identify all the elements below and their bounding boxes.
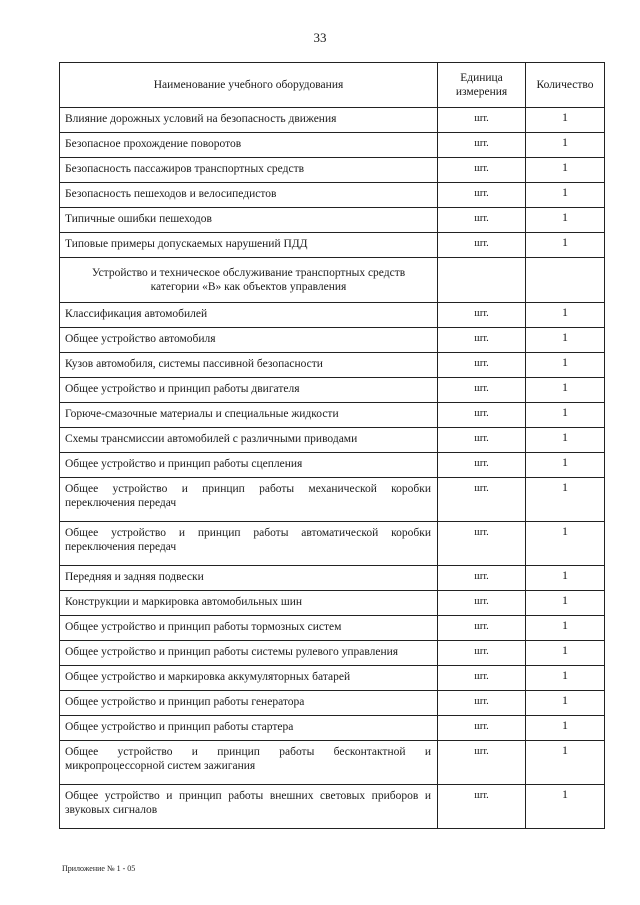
header-qty: Количество — [526, 63, 605, 108]
unit-cell: шт. — [438, 478, 526, 522]
table-row — [60, 403, 605, 428]
equipment-name-cell: Горюче-смазочные материалы и специальные жидкости — [60, 403, 438, 428]
quantity-cell: 1 — [526, 403, 605, 428]
table-row — [60, 741, 605, 785]
unit-cell: шт. — [438, 591, 526, 616]
quantity-cell: 1 — [526, 428, 605, 453]
quantity-cell: 1 — [526, 785, 605, 829]
unit-cell: шт. — [438, 233, 526, 258]
table-row — [60, 378, 605, 403]
equipment-name-cell: Влияние дорожных условий на безопасность движения — [60, 108, 438, 133]
unit-cell: шт. — [438, 378, 526, 403]
unit-cell: шт. — [438, 108, 526, 133]
equipment-table-container — [59, 62, 604, 829]
equipment-name-cell: Общее устройство и принцип работы сцепления — [60, 453, 438, 478]
table-row — [60, 158, 605, 183]
quantity-cell: 1 — [526, 233, 605, 258]
table-row — [60, 591, 605, 616]
table-body-bottom — [60, 303, 605, 829]
table-row — [60, 785, 605, 829]
equipment-name-cell: Безопасность пассажиров транспортных средств — [60, 158, 438, 183]
table-row — [60, 183, 605, 208]
table-row — [60, 208, 605, 233]
unit-cell: шт. — [438, 158, 526, 183]
unit-cell: шт. — [438, 741, 526, 785]
table-row — [60, 641, 605, 666]
equipment-name-cell: Типовые примеры допускаемых нарушений ПДД — [60, 233, 438, 258]
table-row — [60, 353, 605, 378]
equipment-name-cell: Общее устройство и принцип работы стартера — [60, 716, 438, 741]
unit-cell: шт. — [438, 328, 526, 353]
header-name: Наименование учебного оборудования — [60, 63, 438, 108]
quantity-cell: 1 — [526, 716, 605, 741]
section-title: Устройство и техническое обслуживание транспортных средств категории «В» как объектов управления — [60, 258, 438, 303]
equipment-name-cell: Общее устройство и принцип работы системы рулевого управления — [60, 641, 438, 666]
equipment-table — [59, 62, 605, 829]
quantity-cell: 1 — [526, 691, 605, 716]
table-row — [60, 478, 605, 522]
quantity-cell: 1 — [526, 566, 605, 591]
unit-cell: шт. — [438, 566, 526, 591]
unit-cell: шт. — [438, 616, 526, 641]
equipment-name-cell: Общее устройство и принцип работы автоматической коробки переключения передач — [60, 522, 438, 566]
equipment-name-cell: Передняя и задняя подвески — [60, 566, 438, 591]
table-row — [60, 616, 605, 641]
quantity-cell: 1 — [526, 378, 605, 403]
quantity-cell: 1 — [526, 478, 605, 522]
equipment-name-cell: Кузов автомобиля, системы пассивной безопасности — [60, 353, 438, 378]
section-qty-empty — [526, 258, 605, 303]
unit-cell: шт. — [438, 353, 526, 378]
equipment-name-cell: Общее устройство и принцип работы внешних световых приборов и звуковых сигналов — [60, 785, 438, 829]
equipment-name-cell: Классификация автомобилей — [60, 303, 438, 328]
table-row — [60, 108, 605, 133]
table-row — [60, 566, 605, 591]
unit-cell: шт. — [438, 133, 526, 158]
equipment-name-cell: Безопасное прохождение поворотов — [60, 133, 438, 158]
section-row — [60, 258, 605, 303]
quantity-cell: 1 — [526, 158, 605, 183]
quantity-cell: 1 — [526, 741, 605, 785]
equipment-name-cell: Общее устройство и принцип работы механической коробки переключения передач — [60, 478, 438, 522]
unit-cell: шт. — [438, 666, 526, 691]
equipment-name-cell: Типичные ошибки пешеходов — [60, 208, 438, 233]
equipment-name-cell: Общее устройство и принцип работы двигателя — [60, 378, 438, 403]
unit-cell: шт. — [438, 522, 526, 566]
unit-cell: шт. — [438, 303, 526, 328]
quantity-cell: 1 — [526, 666, 605, 691]
table-row — [60, 233, 605, 258]
table-header-row — [60, 63, 605, 108]
unit-cell: шт. — [438, 403, 526, 428]
header-unit: Единица измерения — [438, 63, 526, 108]
unit-cell: шт. — [438, 716, 526, 741]
unit-cell: шт. — [438, 785, 526, 829]
equipment-name-cell: Общее устройство и принцип работы бесконтактной и микропроцессорной систем зажигания — [60, 741, 438, 785]
equipment-name-cell: Общее устройство и принцип работы тормозных систем — [60, 616, 438, 641]
quantity-cell: 1 — [526, 183, 605, 208]
quantity-cell: 1 — [526, 591, 605, 616]
quantity-cell: 1 — [526, 453, 605, 478]
table-body-top — [60, 108, 605, 258]
table-section — [60, 258, 605, 303]
quantity-cell: 1 — [526, 616, 605, 641]
table-row — [60, 522, 605, 566]
quantity-cell: 1 — [526, 641, 605, 666]
quantity-cell: 1 — [526, 208, 605, 233]
page-number: 33 — [313, 30, 327, 45]
table-row — [60, 328, 605, 353]
equipment-name-cell: Схемы трансмиссии автомобилей с различными приводами — [60, 428, 438, 453]
table-row — [60, 716, 605, 741]
equipment-name-cell: Общее устройство автомобиля — [60, 328, 438, 353]
unit-cell: шт. — [438, 691, 526, 716]
table-row — [60, 691, 605, 716]
quantity-cell: 1 — [526, 328, 605, 353]
equipment-name-cell: Безопасность пешеходов и велосипедистов — [60, 183, 438, 208]
section-unit-empty — [438, 258, 526, 303]
table-row — [60, 428, 605, 453]
unit-cell: шт. — [438, 208, 526, 233]
table-row — [60, 133, 605, 158]
equipment-name-cell: Конструкции и маркировка автомобильных шин — [60, 591, 438, 616]
quantity-cell: 1 — [526, 303, 605, 328]
unit-cell: шт. — [438, 428, 526, 453]
table-row — [60, 666, 605, 691]
footer-note: Приложение № 1 - 05 — [62, 864, 136, 873]
unit-cell: шт. — [438, 453, 526, 478]
table-row — [60, 303, 605, 328]
quantity-cell: 1 — [526, 108, 605, 133]
unit-cell: шт. — [438, 183, 526, 208]
quantity-cell: 1 — [526, 353, 605, 378]
equipment-name-cell: Общее устройство и маркировка аккумуляторных батарей — [60, 666, 438, 691]
quantity-cell: 1 — [526, 133, 605, 158]
unit-cell: шт. — [438, 641, 526, 666]
quantity-cell: 1 — [526, 522, 605, 566]
equipment-name-cell: Общее устройство и принцип работы генератора — [60, 691, 438, 716]
table-row — [60, 453, 605, 478]
